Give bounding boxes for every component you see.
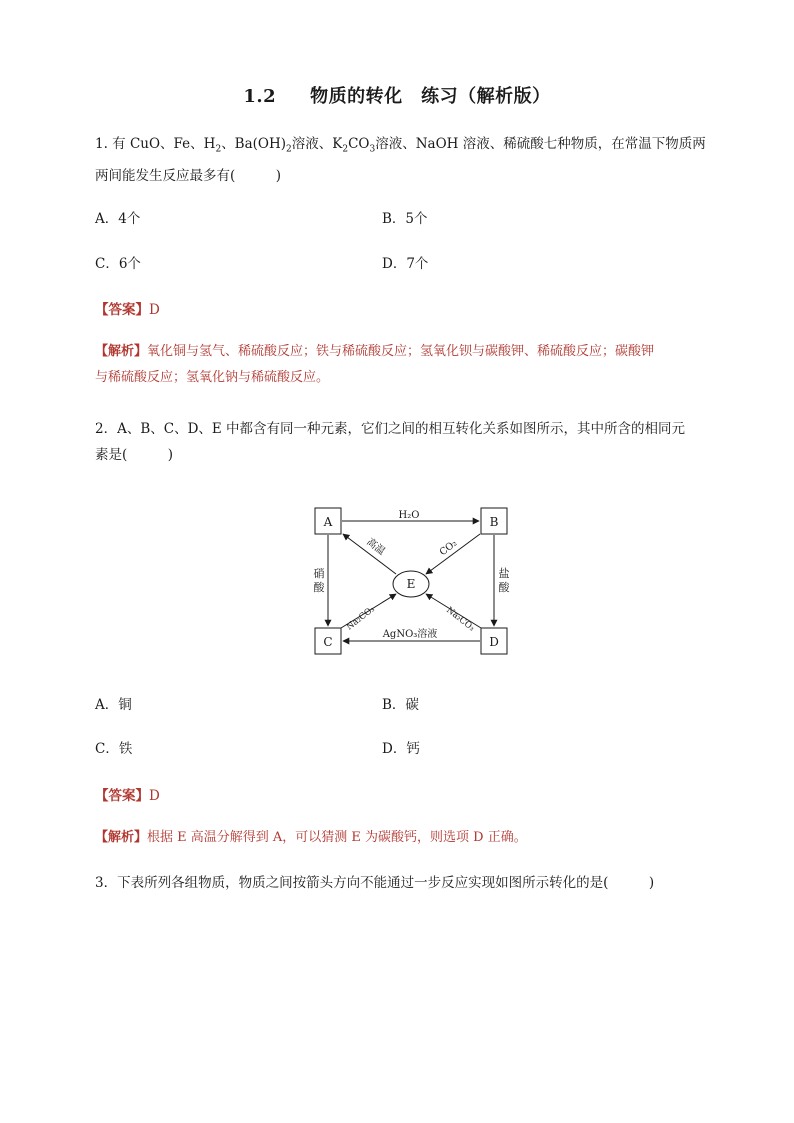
q2-option-c: C．铁	[95, 741, 133, 757]
q2-option-b: B．碳	[382, 697, 419, 713]
svg-text:A: A	[323, 515, 333, 529]
analysis-line-1: 氧化铜与氢气、稀硫酸反应；铁与稀硫酸反应；氢氧化钡与碳酸钾、稀硫酸反应；碳酸钾	[147, 344, 655, 359]
node-d	[481, 628, 507, 654]
question-1-line-1: 1. 有 CuO、Fe、$H_2$、$Ba(OH)_2$溶液、$K_2CO_3$溶液、NaOH 溶液、稀硫酸七种物质，在常温下物质两	[95, 136, 706, 155]
label-left-1: 硝	[313, 567, 325, 580]
label-de: Na₂CO₃	[444, 605, 477, 634]
svg-text:C: C	[323, 635, 333, 649]
label-left-2: 酸	[313, 581, 325, 594]
question-2-stem	[95, 416, 715, 468]
answer-label: 【答案】	[95, 788, 149, 804]
answer-value: D	[149, 788, 160, 804]
q1-option-d: D．7个	[382, 256, 429, 272]
q1-option-b: B．5个	[382, 211, 428, 227]
question-1-line-2: 两间能发生反应最多有( )	[95, 167, 282, 184]
svg-text:D: D	[489, 635, 499, 649]
analysis-label: 【解析】	[95, 344, 148, 359]
question-2-line-1: 2．A、B、C、D、E 中都含有同一种元素，它们之间的相互转化关系如图所示，其中所含的相同元	[95, 421, 686, 437]
conversion-diagram	[314, 507, 508, 657]
analysis-text: 根据 E 高温分解得到 A，可以猜测 E 为碳酸钙，则选项 D 正确。	[147, 830, 527, 845]
node-e	[393, 571, 429, 597]
q2-analysis	[95, 825, 707, 851]
svg-text:E: E	[406, 577, 416, 591]
answer-value: D	[149, 302, 160, 318]
q1-answer	[95, 298, 160, 318]
question-1-stem	[95, 131, 715, 189]
title-text: 物质的转化 练习（解析版）	[310, 86, 551, 107]
q2-option-d: D．钙	[382, 741, 420, 757]
analysis-line-2: 与稀硫酸反应；氢氧化钠与稀硫酸反应。	[95, 370, 330, 385]
question-3-stem: 3．下表所列各组物质，物质之间按箭头方向不能通过一步反应实现如图所示转化的是( )	[95, 875, 655, 891]
q1-option-a: A．4个	[95, 211, 141, 227]
analysis-label: 【解析】	[95, 830, 148, 845]
label-be: CO₂	[437, 537, 460, 559]
q2-option-a: A．铜	[95, 697, 132, 713]
svg-text:B: B	[489, 515, 499, 529]
section-number: 1.2	[243, 86, 277, 107]
q1-analysis	[95, 339, 707, 391]
answer-label: 【答案】	[95, 302, 149, 318]
node-a	[315, 508, 341, 534]
question-2-line-2: 素是( )	[95, 447, 174, 463]
label-bottom: AgNO₃溶液	[382, 629, 438, 640]
label-ce: Na₂CO₃	[344, 604, 377, 633]
page-title	[0, 82, 794, 108]
label-right-1: 盐	[498, 567, 510, 580]
q1-option-c: C．6个	[95, 256, 141, 272]
label-top: H₂O	[398, 510, 420, 521]
label-ae: 高温	[364, 536, 387, 558]
label-right-2: 酸	[498, 581, 510, 594]
node-c	[315, 628, 341, 654]
q2-answer	[95, 784, 160, 804]
node-b	[481, 508, 507, 534]
